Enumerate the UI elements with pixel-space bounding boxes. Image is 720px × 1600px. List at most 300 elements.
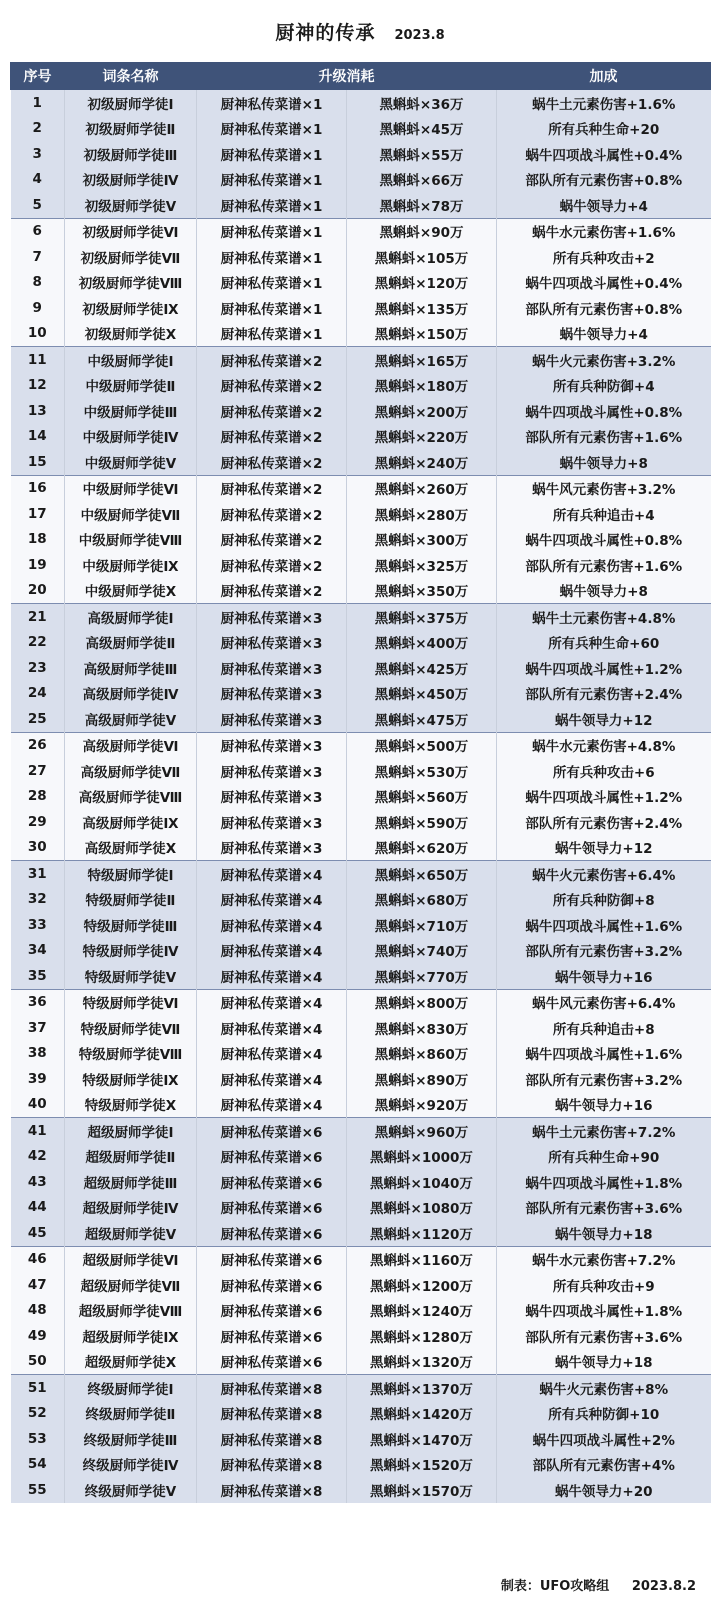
row-name: 特级厨师学徒Ⅳ: [65, 938, 197, 964]
row-index: 18: [11, 527, 65, 553]
row-tadpole-cost: 黑蝌蚪×650万: [347, 861, 497, 887]
row-tadpole-cost: 黑蝌蚪×800万: [347, 989, 497, 1015]
row-recipe-cost: 厨神私传菜谱×2: [197, 373, 347, 399]
row-name: 特级厨师学徒Ⅰ: [65, 861, 197, 887]
table-row: [11, 347, 711, 373]
table-row: [11, 141, 711, 167]
row-tadpole-cost: 黑蝌蚪×300万: [347, 527, 497, 553]
row-bonus: 部队所有元素伤害+2.4%: [497, 681, 711, 707]
row-index: 16: [11, 475, 65, 501]
row-index: 51: [11, 1375, 65, 1401]
footer: [501, 1575, 696, 1594]
row-bonus: 蜗牛四项战斗属性+0.4%: [497, 141, 711, 167]
row-index: 9: [11, 295, 65, 321]
page-date: 2023.8: [394, 28, 445, 43]
row-index: 33: [11, 912, 65, 938]
row-recipe-cost: 厨神私传菜谱×8: [197, 1452, 347, 1478]
row-name: 中级厨师学徒Ⅷ: [65, 527, 197, 553]
row-index: 32: [11, 887, 65, 913]
table-row: [11, 989, 711, 1015]
row-name: 中级厨师学徒Ⅸ: [65, 552, 197, 578]
header-index: 序号: [11, 63, 65, 90]
table-row: [11, 373, 711, 399]
row-recipe-cost: 厨神私传菜谱×8: [197, 1426, 347, 1452]
row-bonus: 部队所有元素伤害+3.6%: [497, 1323, 711, 1349]
row-name: 初级厨师学徒Ⅶ: [65, 244, 197, 270]
header-name: 词条名称: [65, 63, 197, 90]
row-recipe-cost: 厨神私传菜谱×3: [197, 655, 347, 681]
row-recipe-cost: 厨神私传菜谱×3: [197, 784, 347, 810]
row-tadpole-cost: 黑蝌蚪×55万: [347, 141, 497, 167]
row-index: 31: [11, 861, 65, 887]
row-tadpole-cost: 黑蝌蚪×180万: [347, 373, 497, 399]
row-name: 超级厨师学徒Ⅵ: [65, 1246, 197, 1272]
table-row: [11, 90, 711, 116]
row-bonus: 蜗牛领导力+18: [497, 1349, 711, 1375]
row-tadpole-cost: 黑蝌蚪×66万: [347, 167, 497, 193]
row-tadpole-cost: 黑蝌蚪×90万: [347, 218, 497, 244]
row-name: 中级厨师学徒Ⅹ: [65, 578, 197, 604]
row-index: 37: [11, 1015, 65, 1041]
table-row: [11, 1015, 711, 1041]
row-name: 初级厨师学徒Ⅹ: [65, 321, 197, 347]
row-bonus: 蜗牛火元素伤害+8%: [497, 1375, 711, 1401]
row-name: 高级厨师学徒Ⅲ: [65, 655, 197, 681]
row-recipe-cost: 厨神私传菜谱×8: [197, 1375, 347, 1401]
row-bonus: 蜗牛领导力+8: [497, 578, 711, 604]
row-bonus: 所有兵种攻击+2: [497, 244, 711, 270]
row-bonus: 蜗牛领导力+12: [497, 706, 711, 732]
row-tadpole-cost: 黑蝌蚪×1420万: [347, 1401, 497, 1427]
row-bonus: 蜗牛水元素伤害+7.2%: [497, 1246, 711, 1272]
table-row: [11, 1298, 711, 1324]
row-tadpole-cost: 黑蝌蚪×960万: [347, 1118, 497, 1144]
row-tadpole-cost: 黑蝌蚪×560万: [347, 784, 497, 810]
row-tadpole-cost: 黑蝌蚪×220万: [347, 424, 497, 450]
row-bonus: 所有兵种攻击+6: [497, 758, 711, 784]
row-bonus: 部队所有元素伤害+1.6%: [497, 552, 711, 578]
row-recipe-cost: 厨神私传菜谱×4: [197, 938, 347, 964]
row-index: 3: [11, 141, 65, 167]
row-tadpole-cost: 黑蝌蚪×1570万: [347, 1477, 497, 1503]
row-name: 特级厨师学徒Ⅴ: [65, 963, 197, 989]
row-name: 高级厨师学徒Ⅹ: [65, 835, 197, 861]
table-row: [11, 1041, 711, 1067]
row-index: 35: [11, 963, 65, 989]
row-recipe-cost: 厨神私传菜谱×4: [197, 1066, 347, 1092]
row-index: 2: [11, 116, 65, 142]
row-name: 中级厨师学徒Ⅶ: [65, 501, 197, 527]
row-tadpole-cost: 黑蝌蚪×710万: [347, 912, 497, 938]
row-index: 21: [11, 604, 65, 630]
row-bonus: 蜗牛四项战斗属性+1.6%: [497, 1041, 711, 1067]
row-bonus: 蜗牛土元素伤害+7.2%: [497, 1118, 711, 1144]
row-index: 20: [11, 578, 65, 604]
row-tadpole-cost: 黑蝌蚪×1000万: [347, 1144, 497, 1170]
row-bonus: 部队所有元素伤害+1.6%: [497, 424, 711, 450]
table-row: [11, 835, 711, 861]
row-recipe-cost: 厨神私传菜谱×1: [197, 90, 347, 116]
table-row: [11, 116, 711, 142]
row-name: 中级厨师学徒Ⅳ: [65, 424, 197, 450]
row-recipe-cost: 厨神私传菜谱×2: [197, 501, 347, 527]
row-name: 中级厨师学徒Ⅲ: [65, 398, 197, 424]
row-recipe-cost: 厨神私传菜谱×4: [197, 963, 347, 989]
row-recipe-cost: 厨神私传菜谱×3: [197, 630, 347, 656]
row-bonus: 蜗牛水元素伤害+4.8%: [497, 732, 711, 758]
row-name: 超级厨师学徒Ⅹ: [65, 1349, 197, 1375]
row-bonus: 蜗牛四项战斗属性+0.8%: [497, 527, 711, 553]
row-index: 41: [11, 1118, 65, 1144]
page-title: 厨神的传承: [275, 22, 376, 44]
row-index: 24: [11, 681, 65, 707]
row-bonus: 蜗牛风元素伤害+3.2%: [497, 475, 711, 501]
table-body: [11, 90, 711, 1503]
row-recipe-cost: 厨神私传菜谱×1: [197, 218, 347, 244]
table-row: [11, 1401, 711, 1427]
table-row: [11, 1272, 711, 1298]
row-bonus: 蜗牛四项战斗属性+1.6%: [497, 912, 711, 938]
row-tadpole-cost: 黑蝌蚪×620万: [347, 835, 497, 861]
row-bonus: 部队所有元素伤害+4%: [497, 1452, 711, 1478]
row-recipe-cost: 厨神私传菜谱×2: [197, 347, 347, 373]
row-recipe-cost: 厨神私传菜谱×4: [197, 1092, 347, 1118]
row-tadpole-cost: 黑蝌蚪×740万: [347, 938, 497, 964]
row-recipe-cost: 厨神私传菜谱×6: [197, 1349, 347, 1375]
row-tadpole-cost: 黑蝌蚪×680万: [347, 887, 497, 913]
row-tadpole-cost: 黑蝌蚪×1470万: [347, 1426, 497, 1452]
row-recipe-cost: 厨神私传菜谱×4: [197, 887, 347, 913]
row-index: 48: [11, 1298, 65, 1324]
page-header: [0, 18, 720, 45]
row-bonus: 所有兵种生命+90: [497, 1144, 711, 1170]
row-name: 初级厨师学徒Ⅴ: [65, 192, 197, 218]
row-name: 特级厨师学徒Ⅵ: [65, 989, 197, 1015]
row-tadpole-cost: 黑蝌蚪×1520万: [347, 1452, 497, 1478]
table-row: [11, 604, 711, 630]
table-row: [11, 475, 711, 501]
row-bonus: 部队所有元素伤害+3.6%: [497, 1195, 711, 1221]
row-tadpole-cost: 黑蝌蚪×920万: [347, 1092, 497, 1118]
row-index: 10: [11, 321, 65, 347]
row-bonus: 所有兵种生命+20: [497, 116, 711, 142]
row-recipe-cost: 厨神私传菜谱×1: [197, 244, 347, 270]
table-row: [11, 1118, 711, 1144]
row-index: 38: [11, 1041, 65, 1067]
table-row: [11, 398, 711, 424]
table-row: [11, 809, 711, 835]
row-bonus: 蜗牛四项战斗属性+1.8%: [497, 1169, 711, 1195]
row-name: 高级厨师学徒Ⅵ: [65, 732, 197, 758]
row-tadpole-cost: 黑蝌蚪×120万: [347, 270, 497, 296]
row-name: 超级厨师学徒Ⅴ: [65, 1220, 197, 1246]
row-index: 34: [11, 938, 65, 964]
row-name: 超级厨师学徒Ⅶ: [65, 1272, 197, 1298]
row-name: 特级厨师学徒Ⅹ: [65, 1092, 197, 1118]
row-tadpole-cost: 黑蝌蚪×425万: [347, 655, 497, 681]
row-name: 高级厨师学徒Ⅳ: [65, 681, 197, 707]
row-bonus: 所有兵种防御+10: [497, 1401, 711, 1427]
row-bonus: 蜗牛四项战斗属性+0.8%: [497, 398, 711, 424]
row-index: 7: [11, 244, 65, 270]
row-index: 52: [11, 1401, 65, 1427]
row-tadpole-cost: 黑蝌蚪×36万: [347, 90, 497, 116]
row-bonus: 部队所有元素伤害+2.4%: [497, 809, 711, 835]
row-index: 23: [11, 655, 65, 681]
row-recipe-cost: 厨神私传菜谱×3: [197, 604, 347, 630]
table-row: [11, 1195, 711, 1221]
row-recipe-cost: 厨神私传菜谱×6: [197, 1220, 347, 1246]
table-row: [11, 270, 711, 296]
row-index: 47: [11, 1272, 65, 1298]
table-row: [11, 1169, 711, 1195]
row-name: 超级厨师学徒Ⅰ: [65, 1118, 197, 1144]
table-row: [11, 449, 711, 475]
row-name: 终级厨师学徒Ⅴ: [65, 1477, 197, 1503]
row-index: 28: [11, 784, 65, 810]
table-row: [11, 424, 711, 450]
row-name: 初级厨师学徒Ⅸ: [65, 295, 197, 321]
row-tadpole-cost: 黑蝌蚪×78万: [347, 192, 497, 218]
row-tadpole-cost: 黑蝌蚪×475万: [347, 706, 497, 732]
row-index: 55: [11, 1477, 65, 1503]
row-tadpole-cost: 黑蝌蚪×375万: [347, 604, 497, 630]
table-row: [11, 784, 711, 810]
row-recipe-cost: 厨神私传菜谱×1: [197, 270, 347, 296]
row-tadpole-cost: 黑蝌蚪×890万: [347, 1066, 497, 1092]
row-tadpole-cost: 黑蝌蚪×200万: [347, 398, 497, 424]
row-tadpole-cost: 黑蝌蚪×590万: [347, 809, 497, 835]
row-name: 超级厨师学徒Ⅸ: [65, 1323, 197, 1349]
row-recipe-cost: 厨神私传菜谱×2: [197, 552, 347, 578]
table-row: [11, 912, 711, 938]
row-recipe-cost: 厨神私传菜谱×2: [197, 398, 347, 424]
row-recipe-cost: 厨神私传菜谱×8: [197, 1477, 347, 1503]
row-tadpole-cost: 黑蝌蚪×1120万: [347, 1220, 497, 1246]
row-tadpole-cost: 黑蝌蚪×1370万: [347, 1375, 497, 1401]
row-index: 39: [11, 1066, 65, 1092]
row-index: 8: [11, 270, 65, 296]
row-bonus: 部队所有元素伤害+3.2%: [497, 938, 711, 964]
row-name: 超级厨师学徒Ⅳ: [65, 1195, 197, 1221]
table-row: [11, 1144, 711, 1170]
row-recipe-cost: 厨神私传菜谱×3: [197, 835, 347, 861]
row-tadpole-cost: 黑蝌蚪×135万: [347, 295, 497, 321]
row-tadpole-cost: 黑蝌蚪×280万: [347, 501, 497, 527]
row-recipe-cost: 厨神私传菜谱×1: [197, 321, 347, 347]
row-recipe-cost: 厨神私传菜谱×6: [197, 1323, 347, 1349]
table-row: [11, 963, 711, 989]
row-index: 19: [11, 552, 65, 578]
table-row: [11, 1323, 711, 1349]
row-name: 超级厨师学徒Ⅷ: [65, 1298, 197, 1324]
row-recipe-cost: 厨神私传菜谱×1: [197, 116, 347, 142]
row-tadpole-cost: 黑蝌蚪×350万: [347, 578, 497, 604]
row-bonus: 蜗牛火元素伤害+6.4%: [497, 861, 711, 887]
row-name: 初级厨师学徒Ⅳ: [65, 167, 197, 193]
table-row: [11, 1092, 711, 1118]
row-bonus: 蜗牛领导力+18: [497, 1220, 711, 1246]
row-bonus: 蜗牛四项战斗属性+1.2%: [497, 655, 711, 681]
row-recipe-cost: 厨神私传菜谱×2: [197, 424, 347, 450]
row-index: 45: [11, 1220, 65, 1246]
row-name: 特级厨师学徒Ⅱ: [65, 887, 197, 913]
row-name: 高级厨师学徒Ⅸ: [65, 809, 197, 835]
row-name: 高级厨师学徒Ⅷ: [65, 784, 197, 810]
table-row: [11, 295, 711, 321]
table-row: [11, 578, 711, 604]
row-recipe-cost: 厨神私传菜谱×4: [197, 912, 347, 938]
row-bonus: 蜗牛土元素伤害+1.6%: [497, 90, 711, 116]
row-bonus: 蜗牛领导力+20: [497, 1477, 711, 1503]
row-bonus: 蜗牛水元素伤害+1.6%: [497, 218, 711, 244]
row-recipe-cost: 厨神私传菜谱×2: [197, 578, 347, 604]
row-name: 高级厨师学徒Ⅶ: [65, 758, 197, 784]
row-bonus: 所有兵种追击+4: [497, 501, 711, 527]
row-recipe-cost: 厨神私传菜谱×3: [197, 809, 347, 835]
row-recipe-cost: 厨神私传菜谱×4: [197, 861, 347, 887]
row-tadpole-cost: 黑蝌蚪×1240万: [347, 1298, 497, 1324]
header-bonus: 加成: [497, 63, 711, 90]
row-recipe-cost: 厨神私传菜谱×3: [197, 706, 347, 732]
row-bonus: 蜗牛风元素伤害+6.4%: [497, 989, 711, 1015]
row-recipe-cost: 厨神私传菜谱×6: [197, 1298, 347, 1324]
row-index: 49: [11, 1323, 65, 1349]
table-row: [11, 501, 711, 527]
row-bonus: 部队所有元素伤害+0.8%: [497, 167, 711, 193]
row-bonus: 蜗牛领导力+4: [497, 192, 711, 218]
row-tadpole-cost: 黑蝌蚪×530万: [347, 758, 497, 784]
row-name: 特级厨师学徒Ⅸ: [65, 1066, 197, 1092]
row-tadpole-cost: 黑蝌蚪×1080万: [347, 1195, 497, 1221]
row-recipe-cost: 厨神私传菜谱×1: [197, 141, 347, 167]
row-bonus: 蜗牛领导力+4: [497, 321, 711, 347]
row-index: 5: [11, 192, 65, 218]
table-row: [11, 1246, 711, 1272]
row-recipe-cost: 厨神私传菜谱×1: [197, 295, 347, 321]
table-row: [11, 244, 711, 270]
row-bonus: 蜗牛四项战斗属性+2%: [497, 1426, 711, 1452]
row-index: 13: [11, 398, 65, 424]
row-index: 17: [11, 501, 65, 527]
row-bonus: 所有兵种防御+4: [497, 373, 711, 399]
footer-date: 2023.8.2: [631, 1579, 696, 1594]
row-bonus: 蜗牛领导力+12: [497, 835, 711, 861]
row-name: 高级厨师学徒Ⅰ: [65, 604, 197, 630]
row-name: 初级厨师学徒Ⅵ: [65, 218, 197, 244]
row-index: 43: [11, 1169, 65, 1195]
row-index: 15: [11, 449, 65, 475]
table-row: [11, 527, 711, 553]
row-recipe-cost: 厨神私传菜谱×3: [197, 758, 347, 784]
row-tadpole-cost: 黑蝌蚪×830万: [347, 1015, 497, 1041]
row-recipe-cost: 厨神私传菜谱×3: [197, 732, 347, 758]
row-index: 40: [11, 1092, 65, 1118]
table-header-row: [11, 63, 711, 90]
row-recipe-cost: 厨神私传菜谱×4: [197, 1041, 347, 1067]
row-tadpole-cost: 黑蝌蚪×240万: [347, 449, 497, 475]
row-name: 终级厨师学徒Ⅳ: [65, 1452, 197, 1478]
row-recipe-cost: 厨神私传菜谱×1: [197, 192, 347, 218]
row-index: 50: [11, 1349, 65, 1375]
row-name: 中级厨师学徒Ⅵ: [65, 475, 197, 501]
table-row: [11, 681, 711, 707]
row-name: 超级厨师学徒Ⅱ: [65, 1144, 197, 1170]
table-row: [11, 1452, 711, 1478]
row-name: 初级厨师学徒Ⅲ: [65, 141, 197, 167]
row-index: 46: [11, 1246, 65, 1272]
row-tadpole-cost: 黑蝌蚪×165万: [347, 347, 497, 373]
row-name: 中级厨师学徒Ⅴ: [65, 449, 197, 475]
row-index: 1: [11, 90, 65, 116]
row-bonus: 蜗牛四项战斗属性+0.4%: [497, 270, 711, 296]
row-recipe-cost: 厨神私传菜谱×2: [197, 527, 347, 553]
row-name: 高级厨师学徒Ⅴ: [65, 706, 197, 732]
row-name: 中级厨师学徒Ⅱ: [65, 373, 197, 399]
row-name: 初级厨师学徒Ⅰ: [65, 90, 197, 116]
row-name: 初级厨师学徒Ⅷ: [65, 270, 197, 296]
row-bonus: 所有兵种生命+60: [497, 630, 711, 656]
row-name: 高级厨师学徒Ⅱ: [65, 630, 197, 656]
row-recipe-cost: 厨神私传菜谱×6: [197, 1195, 347, 1221]
row-name: 特级厨师学徒Ⅶ: [65, 1015, 197, 1041]
row-index: 42: [11, 1144, 65, 1170]
row-tadpole-cost: 黑蝌蚪×150万: [347, 321, 497, 347]
row-tadpole-cost: 黑蝌蚪×105万: [347, 244, 497, 270]
table-row: [11, 706, 711, 732]
row-bonus: 蜗牛四项战斗属性+1.8%: [497, 1298, 711, 1324]
row-recipe-cost: 厨神私传菜谱×6: [197, 1169, 347, 1195]
row-index: 53: [11, 1426, 65, 1452]
table-row: [11, 167, 711, 193]
row-bonus: 蜗牛领导力+8: [497, 449, 711, 475]
row-bonus: 部队所有元素伤害+3.2%: [497, 1066, 711, 1092]
row-index: 25: [11, 706, 65, 732]
table-row: [11, 1066, 711, 1092]
row-index: 44: [11, 1195, 65, 1221]
row-name: 终级厨师学徒Ⅰ: [65, 1375, 197, 1401]
table-row: [11, 732, 711, 758]
table-row: [11, 887, 711, 913]
row-name: 初级厨师学徒Ⅱ: [65, 116, 197, 142]
row-bonus: 蜗牛土元素伤害+4.8%: [497, 604, 711, 630]
row-bonus: 所有兵种追击+8: [497, 1015, 711, 1041]
row-bonus: 蜗牛领导力+16: [497, 1092, 711, 1118]
row-recipe-cost: 厨神私传菜谱×6: [197, 1118, 347, 1144]
footer-maker: 制表：UFO攻略组: [500, 1579, 610, 1594]
row-recipe-cost: 厨神私传菜谱×1: [197, 167, 347, 193]
row-recipe-cost: 厨神私传菜谱×2: [197, 449, 347, 475]
header-cost: 升级消耗: [197, 63, 497, 90]
row-index: 11: [11, 347, 65, 373]
row-index: 6: [11, 218, 65, 244]
table-row: [11, 861, 711, 887]
row-recipe-cost: 厨神私传菜谱×3: [197, 681, 347, 707]
table-row: [11, 1349, 711, 1375]
table-row: [11, 1375, 711, 1401]
table-row: [11, 938, 711, 964]
row-name: 特级厨师学徒Ⅲ: [65, 912, 197, 938]
row-tadpole-cost: 黑蝌蚪×770万: [347, 963, 497, 989]
row-recipe-cost: 厨神私传菜谱×4: [197, 1015, 347, 1041]
row-tadpole-cost: 黑蝌蚪×325万: [347, 552, 497, 578]
row-recipe-cost: 厨神私传菜谱×6: [197, 1272, 347, 1298]
row-tadpole-cost: 黑蝌蚪×400万: [347, 630, 497, 656]
row-bonus: 蜗牛领导力+16: [497, 963, 711, 989]
row-tadpole-cost: 黑蝌蚪×1200万: [347, 1272, 497, 1298]
row-bonus: 所有兵种攻击+9: [497, 1272, 711, 1298]
row-bonus: 所有兵种防御+8: [497, 887, 711, 913]
